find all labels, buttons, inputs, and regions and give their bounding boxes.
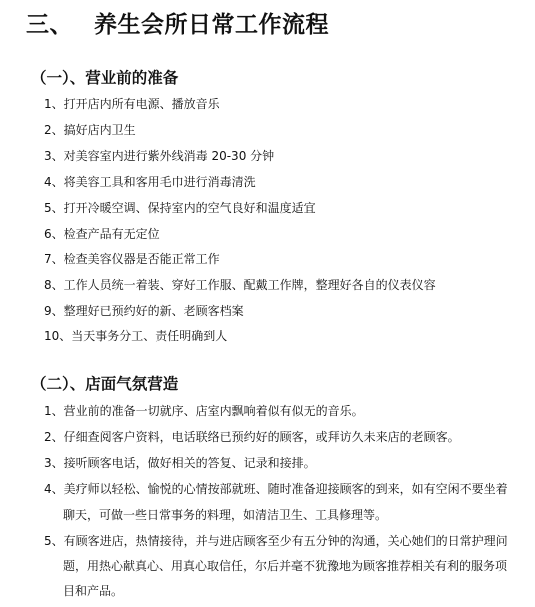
item-text: 搞好店内卫生 <box>63 123 136 137</box>
list-item <box>44 272 524 298</box>
item-index: 1、 <box>44 97 64 111</box>
list-item <box>44 528 524 554</box>
item-text: 美疗师以轻松、愉悦的心情按部就班、随时准备迎接顾客的到来，如有空闲不要坐着 <box>63 482 508 496</box>
item-index: 4、 <box>44 175 64 189</box>
item-text: 营业前的准备一切就序、店室内飘响着似有似无的音乐。 <box>63 404 364 418</box>
item-text: 接听顾客电话，做好相关的答复、记录和接排。 <box>63 456 316 470</box>
list-item <box>44 169 524 195</box>
item-text: 检查美容仪器是否能正常工作 <box>63 252 220 266</box>
item-text-continued: 题，用热心献真心、用真心取信任，尔后并毫不犹豫地为顾客推荐相关有利的服务项 <box>63 559 508 573</box>
item-index: 7、 <box>44 252 64 266</box>
list-item <box>44 221 524 247</box>
item-index: 3、 <box>44 149 64 163</box>
item-text: 当天事务分工、责任明确到人 <box>71 329 228 343</box>
item-index: 6、 <box>44 227 64 241</box>
page-title <box>26 6 329 39</box>
list-item <box>44 117 524 143</box>
item-index: 2、 <box>44 430 64 444</box>
item-text: 整理好已预约好的新、老顾客档案 <box>63 304 244 318</box>
list-item <box>44 143 524 169</box>
title-number: 三、 <box>26 12 73 38</box>
item-text: 将美容工具和客用毛巾进行消毒清洗 <box>63 175 256 189</box>
list-item <box>44 450 524 476</box>
item-index: 2、 <box>44 123 64 137</box>
item-index: 10、 <box>44 329 72 343</box>
title-text: 养生会所日常工作流程 <box>94 12 329 38</box>
item-index: 5、 <box>44 534 64 548</box>
item-text-continued: 聊天，可做一些日常事务的料理，如清洁卫生、工具修理等。 <box>63 508 388 522</box>
list-item <box>44 91 524 117</box>
item-text: 打开店内所有电源、播放音乐 <box>63 97 220 111</box>
item-index: 8、 <box>44 278 64 292</box>
item-index: 9、 <box>44 304 64 318</box>
list-item <box>44 476 524 502</box>
item-index: 5、 <box>44 201 64 215</box>
item-text: 打开冷暖空调、保持室内的空气良好和温度适宜 <box>63 201 316 215</box>
item-text-continued: 目和产品。 <box>63 584 124 598</box>
section-heading-preparation: （一）、营业前的准备 <box>31 69 179 87</box>
item-text: 检查产品有无定位 <box>63 227 160 241</box>
item-index: 4、 <box>44 482 64 496</box>
list-item <box>44 298 524 324</box>
list-item <box>44 246 524 272</box>
list-item <box>44 424 524 450</box>
section-heading-atmosphere: （二）、店面气氛营造 <box>31 375 179 393</box>
item-text: 有顾客进店，热情接待，并与进店顾客至少有五分钟的沟通，关心她们的日常护理问 <box>63 534 508 548</box>
item-text: 对美容室内进行紫外线消毒 20-30 分钟 <box>63 149 275 163</box>
list-item <box>44 323 524 349</box>
item-index: 3、 <box>44 456 64 470</box>
item-text: 仔细查阅客户资料，电话联络已预约好的顾客，或拜访久未来店的老顾客。 <box>63 430 460 444</box>
list-item <box>44 195 524 221</box>
item-text: 工作人员统一着装、穿好工作服、配戴工作牌，整理好各自的仪表仪容 <box>63 278 436 292</box>
list-item <box>44 398 524 424</box>
item-index: 1、 <box>44 404 64 418</box>
